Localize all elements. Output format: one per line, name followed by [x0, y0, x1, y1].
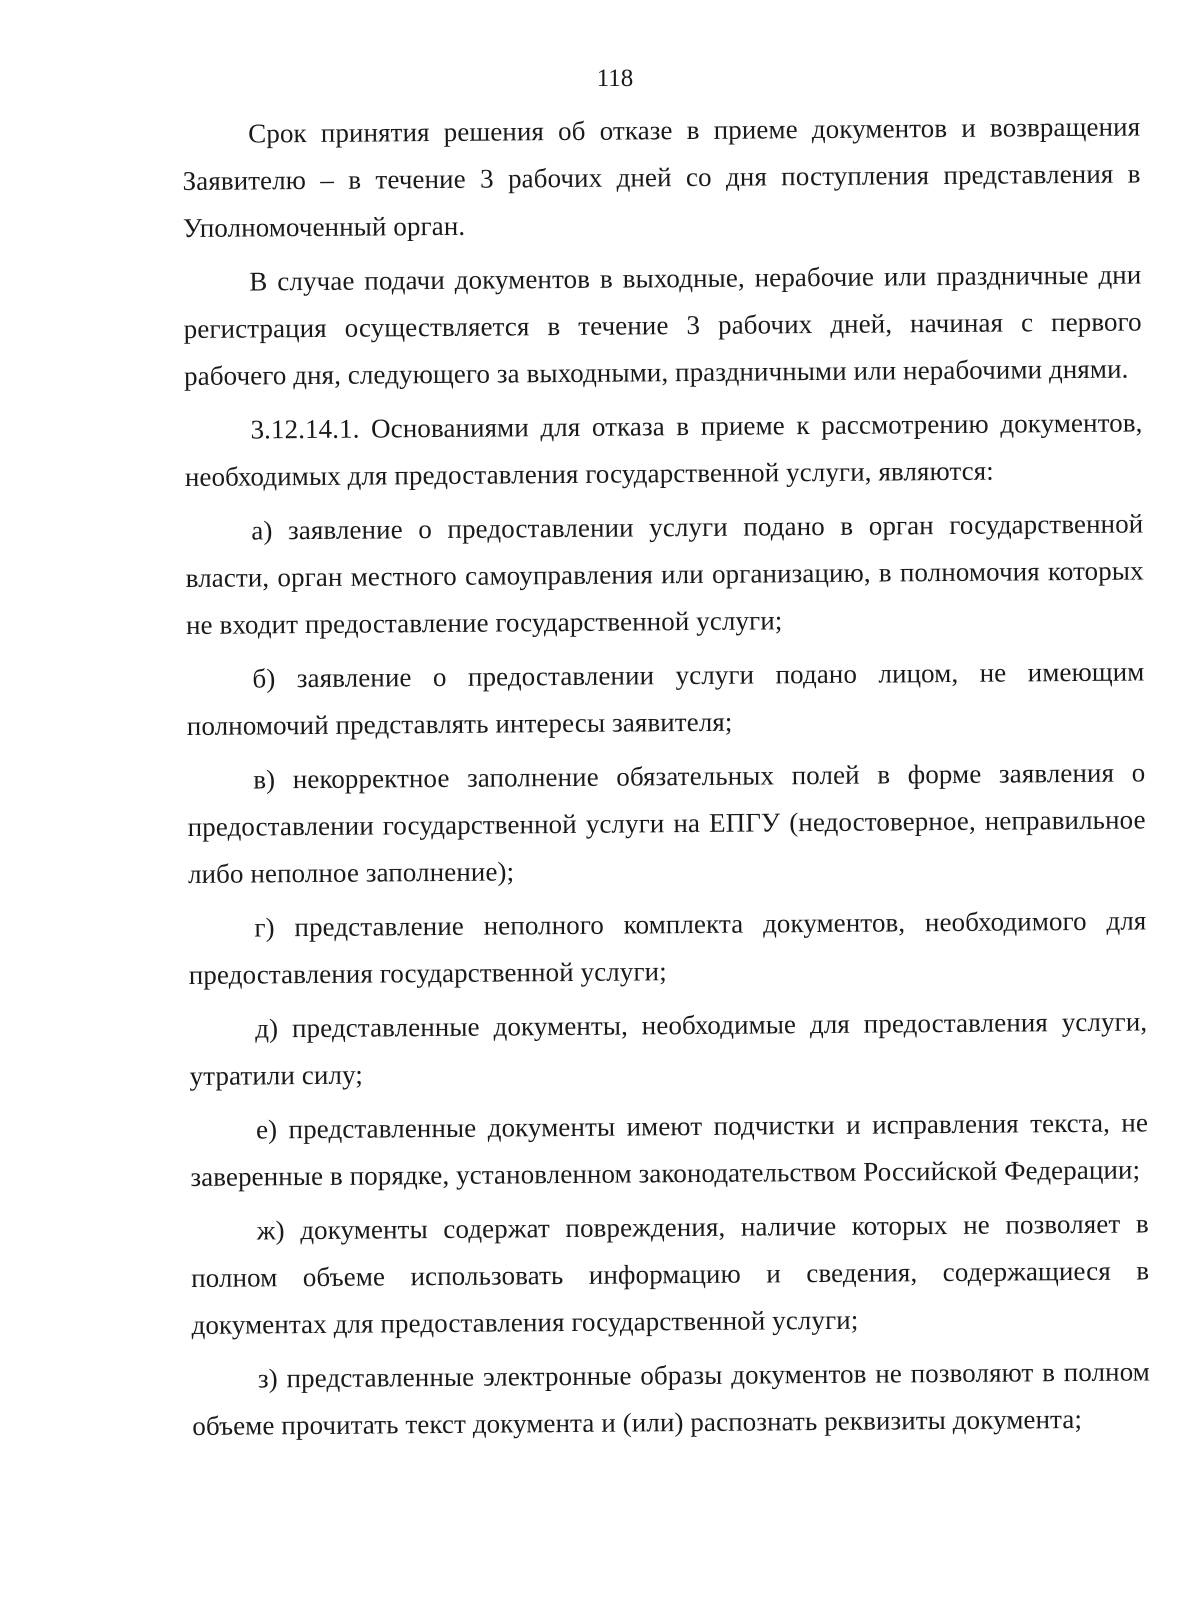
list-item-zh: ж) документы содержат повреждения, наличие которых не позволяет в полном объеме использовать информацию и сведения, содержащиеся в документах для предоставления государственной услуги; — [191, 1208, 1150, 1340]
list-item-b: б) заявление о предоставлении услуги подано лицом, не имеющим полномочий представлять интересы заявителя; — [186, 656, 1145, 741]
list-item-z: з) представленные электронные образы документов не позволяют в полном объеме прочитать текст документа и (или) распознать реквизиты документа; — [192, 1356, 1151, 1441]
list-item-d: д) представленные документы, необходимые для предоставления услуги, утратили силу; — [189, 1006, 1148, 1091]
list-item-e: е) представленные документы имеют подчистки и исправления текста, не заверенные в порядке, установленном законодательством Российской Федерации; — [190, 1107, 1149, 1192]
list-item-v: в) некорректное заполнение обязательных полей в форме заявления о предоставлении государственной услуги на ЕПГУ (недостоверное, неправильное либо неполное заполнение); — [187, 757, 1146, 889]
document-body — [182, 103, 1151, 1456]
paragraph-weekend-registration: В случае подачи документов в выходные, нерабочие или праздничные дни регистрация осуществляется в течение 3 рабочих дней, начиная с первого рабочего дня, следующего за выходными, праздничными или нерабочими днями. — [183, 259, 1142, 391]
page-number: 118 — [596, 65, 634, 92]
paragraph-refusal-grounds-intro: 3.12.14.1. Основаниями для отказа в приеме к рассмотрению документов, необходимых для предоставления государственной услуги, являются: — [184, 407, 1143, 492]
list-item-g: г) представление неполного комплекта документов, необходимого для предоставления государственной услуги; — [188, 905, 1147, 990]
list-item-a: а) заявление о предоставлении услуги подано в орган государственной власти, орган местного самоуправления или организацию, в полномочия которых не входит предоставление государственной услуги; — [185, 508, 1144, 640]
paragraph-decision-deadline: Срок принятия решения об отказе в приеме документов и возвращения Заявителю – в течение 3 рабочих дней со дня поступления представления в Уполномоченный орган. — [182, 111, 1141, 243]
